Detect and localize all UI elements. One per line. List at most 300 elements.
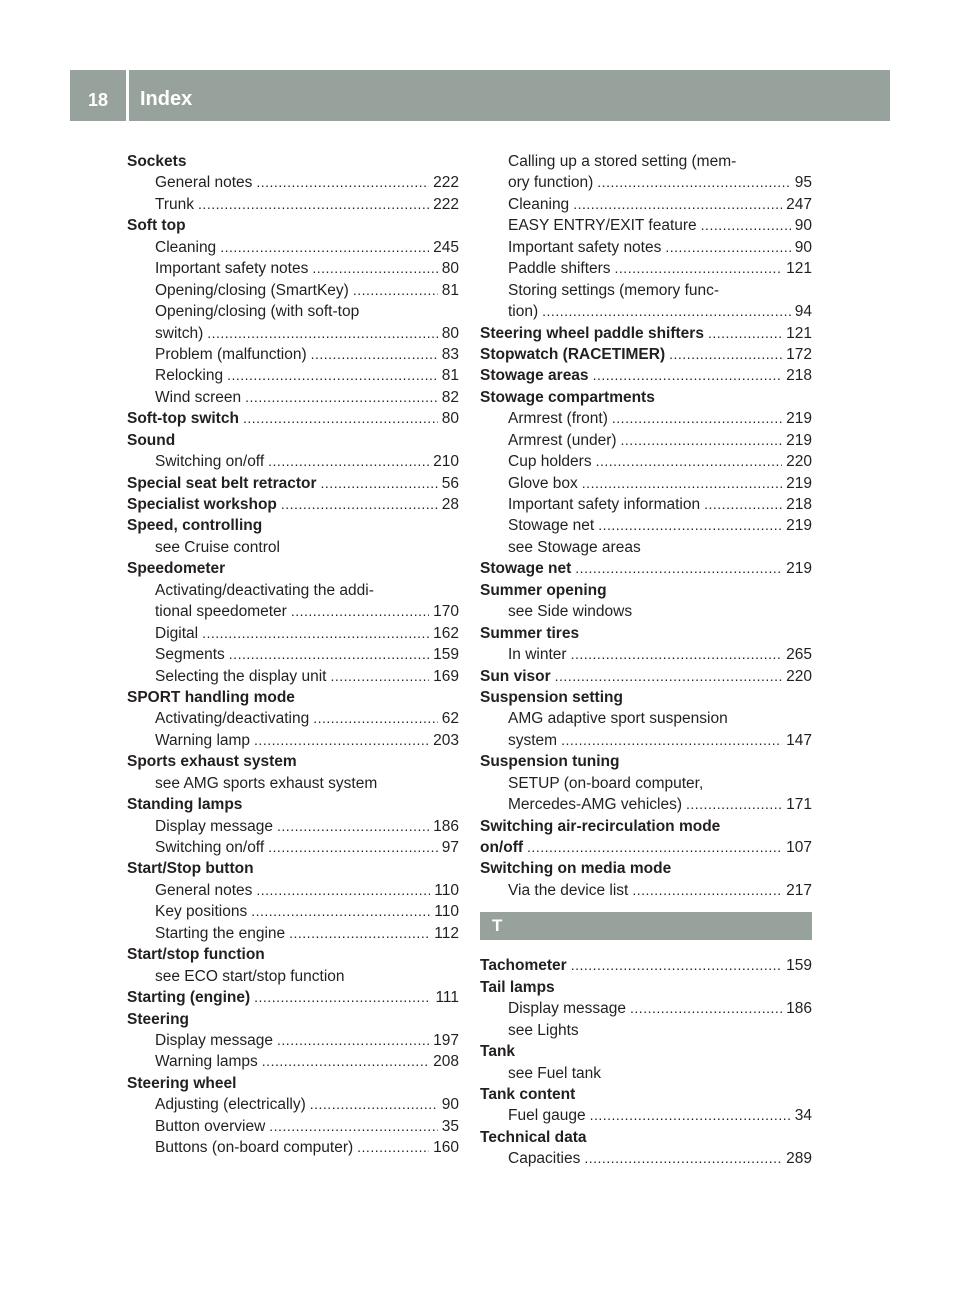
dot-leader bbox=[330, 666, 429, 687]
page-reference[interactable]: 90 bbox=[794, 217, 812, 235]
index-subentry[interactable] bbox=[480, 880, 812, 901]
page-reference[interactable]: 107 bbox=[786, 839, 812, 856]
index-entry bbox=[480, 816, 812, 837]
index-subentry[interactable] bbox=[480, 494, 812, 515]
entry-label: see Lights bbox=[508, 1021, 579, 1039]
index-subentry bbox=[480, 773, 812, 794]
page-reference[interactable]: 81 bbox=[441, 281, 459, 299]
page-reference[interactable]: 95 bbox=[794, 174, 812, 192]
index-subentry[interactable] bbox=[127, 901, 459, 922]
dot-leader bbox=[665, 237, 790, 258]
entry-label: Switching on media mode bbox=[480, 860, 672, 878]
index-entry bbox=[127, 558, 459, 579]
index-entry bbox=[127, 944, 459, 965]
index-subentry[interactable] bbox=[127, 1116, 459, 1137]
index-entry bbox=[480, 858, 812, 879]
dot-leader bbox=[615, 258, 783, 279]
page-reference[interactable]: 97 bbox=[441, 839, 459, 856]
entry-label: see Cruise control bbox=[155, 538, 280, 556]
page-reference[interactable]: 197 bbox=[433, 1031, 459, 1049]
entry-label: Special seat belt retractor bbox=[127, 474, 317, 492]
dot-leader bbox=[220, 237, 429, 258]
entry-label: Switching on/off bbox=[155, 453, 265, 471]
index-entry bbox=[127, 215, 459, 236]
index-subentry bbox=[480, 601, 812, 622]
dot-leader bbox=[669, 344, 782, 365]
page-reference[interactable]: 169 bbox=[433, 667, 459, 685]
entry-label: Stowage areas bbox=[480, 367, 589, 385]
entry-label: Armrest (under) bbox=[508, 431, 617, 449]
entry-label: Warning lamp bbox=[155, 731, 251, 749]
dot-leader bbox=[245, 387, 438, 408]
entry-label: Via the device list bbox=[508, 881, 629, 899]
page-reference[interactable]: 110 bbox=[434, 903, 459, 921]
dot-leader bbox=[227, 365, 438, 386]
entry-label: Button overview bbox=[155, 1117, 266, 1135]
page-reference[interactable]: 218 bbox=[786, 367, 812, 385]
page-reference[interactable]: 219 bbox=[786, 560, 812, 578]
dot-leader bbox=[704, 494, 782, 515]
index-subentry[interactable] bbox=[127, 708, 459, 729]
entry-label: Starting the engine bbox=[155, 924, 286, 942]
dot-leader bbox=[243, 408, 438, 429]
page-reference[interactable]: 217 bbox=[786, 881, 812, 899]
entry-label: Display message bbox=[155, 817, 274, 835]
index-column-right bbox=[480, 151, 812, 1170]
index-subentry[interactable] bbox=[127, 387, 459, 408]
entry-label: Warning lamps bbox=[155, 1053, 258, 1071]
index-subentry[interactable] bbox=[127, 365, 459, 386]
entry-label: Wind screen bbox=[155, 388, 242, 406]
entry-label: Steering wheel bbox=[127, 1074, 237, 1092]
index-entry bbox=[480, 977, 812, 998]
index-subentry[interactable] bbox=[127, 880, 459, 901]
page-reference[interactable]: 159 bbox=[786, 957, 812, 975]
index-subentry[interactable] bbox=[127, 258, 459, 279]
index-subentry[interactable] bbox=[480, 451, 812, 472]
entry-label: Trunk bbox=[155, 195, 195, 213]
entry-label: Display message bbox=[508, 1000, 627, 1018]
index-subentry[interactable] bbox=[480, 1148, 812, 1169]
index-subentry[interactable] bbox=[127, 730, 459, 751]
index-subentry bbox=[480, 280, 812, 301]
entry-label: Storing settings (memory func- bbox=[508, 281, 720, 299]
entry-label: system bbox=[508, 731, 558, 749]
index-subentry[interactable] bbox=[127, 1051, 459, 1072]
dot-leader bbox=[571, 955, 782, 976]
entry-label: Suspension tuning bbox=[480, 753, 620, 771]
dot-leader bbox=[590, 1105, 791, 1126]
dot-leader bbox=[313, 708, 438, 729]
page-reference[interactable]: 170 bbox=[433, 603, 459, 621]
index-subentry[interactable] bbox=[480, 1105, 812, 1126]
dot-leader bbox=[254, 730, 429, 751]
index-subentry[interactable] bbox=[127, 1030, 459, 1051]
entry-label: Calling up a stored setting (mem- bbox=[508, 153, 737, 170]
page-reference[interactable]: 80 bbox=[441, 410, 459, 428]
page-reference[interactable]: 289 bbox=[786, 1150, 812, 1168]
entry-label: tional speedometer bbox=[155, 603, 287, 621]
entry-label: on/off bbox=[480, 839, 524, 856]
index-entry bbox=[127, 687, 459, 708]
dot-leader bbox=[256, 172, 429, 193]
index-entry bbox=[480, 1127, 812, 1148]
index-subentry[interactable] bbox=[127, 837, 459, 858]
page-reference[interactable]: 162 bbox=[433, 624, 459, 642]
page-reference[interactable]: 81 bbox=[441, 367, 459, 385]
entry-label: Soft-top switch bbox=[127, 410, 239, 428]
index-entry bbox=[127, 1009, 459, 1030]
index-subentry[interactable] bbox=[127, 816, 459, 837]
entry-label: switch) bbox=[155, 324, 204, 342]
index-entry[interactable] bbox=[480, 323, 812, 344]
index-subentry[interactable] bbox=[480, 473, 812, 494]
entry-label: Display message bbox=[155, 1031, 274, 1049]
entry-label: Cup holders bbox=[508, 453, 592, 471]
entry-label: Mercedes-AMG vehicles) bbox=[508, 796, 682, 814]
dot-leader bbox=[575, 558, 782, 579]
index-entry bbox=[480, 1041, 812, 1062]
index-entry bbox=[127, 1073, 459, 1094]
index-subentry[interactable] bbox=[480, 998, 812, 1019]
index-entry bbox=[127, 794, 459, 815]
dot-leader bbox=[289, 923, 430, 944]
dot-leader bbox=[632, 880, 782, 901]
dot-leader bbox=[198, 194, 429, 215]
entry-label: Sound bbox=[127, 431, 176, 449]
page-reference[interactable]: 121 bbox=[786, 324, 812, 342]
entry-label: Sports exhaust system bbox=[127, 753, 297, 771]
dot-leader bbox=[701, 215, 791, 236]
entry-label: Stopwatch (RACETIMER) bbox=[480, 345, 666, 363]
index-subentry[interactable] bbox=[127, 323, 459, 344]
page-reference[interactable]: 222 bbox=[433, 174, 459, 192]
page-reference[interactable]: 80 bbox=[441, 324, 459, 342]
entry-label: Paddle shifters bbox=[508, 260, 611, 278]
page-reference[interactable]: 219 bbox=[786, 517, 812, 535]
page-reference[interactable]: 121 bbox=[786, 260, 812, 278]
dot-leader bbox=[277, 1030, 429, 1051]
index-subentry bbox=[480, 708, 812, 729]
dot-leader bbox=[542, 301, 791, 322]
index-subentry[interactable] bbox=[127, 344, 459, 365]
index-entry bbox=[480, 1084, 812, 1105]
dot-leader bbox=[555, 666, 782, 687]
entry-label: In winter bbox=[508, 646, 567, 664]
entry-label: Soft top bbox=[127, 217, 186, 235]
page-reference[interactable]: 245 bbox=[433, 238, 459, 256]
entry-label: SETUP (on-board computer, bbox=[508, 774, 704, 792]
entry-label: tion) bbox=[508, 303, 539, 321]
index-subentry bbox=[480, 537, 812, 558]
index-subentry[interactable] bbox=[480, 194, 812, 215]
index-subentry[interactable] bbox=[480, 430, 812, 451]
dot-leader bbox=[268, 837, 438, 858]
dot-leader bbox=[269, 1116, 437, 1137]
dot-leader bbox=[321, 473, 438, 494]
dot-leader bbox=[277, 816, 429, 837]
index-subentry[interactable] bbox=[480, 237, 812, 258]
entry-label: Cleaning bbox=[155, 238, 217, 256]
entry-label: Steering bbox=[127, 1010, 190, 1028]
index-subentry[interactable] bbox=[127, 666, 459, 687]
index-entry bbox=[127, 751, 459, 772]
entry-label: Opening/closing (with soft-top bbox=[155, 303, 360, 321]
index-subentry bbox=[127, 773, 459, 794]
index-subentry[interactable] bbox=[127, 623, 459, 644]
page-reference[interactable]: 159 bbox=[433, 646, 459, 664]
entry-label: see Fuel tank bbox=[508, 1064, 602, 1082]
dot-leader bbox=[571, 644, 783, 665]
index-subentry[interactable] bbox=[480, 515, 812, 536]
index-entry bbox=[127, 151, 459, 172]
dot-leader bbox=[353, 280, 438, 301]
page-reference[interactable]: 219 bbox=[786, 474, 812, 492]
page-reference[interactable]: 219 bbox=[786, 410, 812, 428]
dot-leader bbox=[357, 1137, 429, 1158]
entry-label: Adjusting (electrically) bbox=[155, 1096, 306, 1114]
index-entry[interactable] bbox=[480, 666, 812, 687]
index-entry bbox=[127, 858, 459, 879]
index-entry[interactable] bbox=[480, 955, 812, 976]
dot-leader bbox=[281, 494, 438, 515]
page-reference[interactable]: 90 bbox=[441, 1096, 459, 1114]
entry-label: Armrest (front) bbox=[508, 410, 608, 428]
entry-label: Capacities bbox=[508, 1150, 581, 1168]
index-entry bbox=[480, 623, 812, 644]
entry-label: AMG adaptive sport suspension bbox=[508, 710, 728, 728]
entry-label: Important safety notes bbox=[155, 260, 309, 278]
entry-label: Activating/deactivating bbox=[155, 710, 310, 728]
page-reference[interactable]: 208 bbox=[433, 1053, 459, 1071]
page-reference[interactable]: 35 bbox=[441, 1117, 459, 1135]
entry-label: Glove box bbox=[508, 474, 578, 492]
page-reference[interactable]: 186 bbox=[786, 1000, 812, 1018]
entry-label: Tail lamps bbox=[480, 978, 555, 996]
entry-label: Switching air-recirculation mode bbox=[480, 817, 721, 835]
index-subentry bbox=[127, 966, 459, 987]
entry-label: see ECO start/stop function bbox=[155, 967, 345, 985]
index-entry[interactable] bbox=[480, 365, 812, 386]
entry-label: Opening/closing (SmartKey) bbox=[155, 281, 349, 299]
page-reference[interactable]: 171 bbox=[786, 796, 812, 814]
page-number: 18 bbox=[88, 90, 109, 110]
index-entry bbox=[127, 430, 459, 451]
dot-leader bbox=[291, 601, 429, 622]
entry-label: Activating/deactivating the addi- bbox=[155, 581, 374, 599]
page-reference[interactable]: 112 bbox=[434, 924, 459, 942]
entry-label: SPORT handling mode bbox=[127, 688, 295, 706]
index-entry[interactable] bbox=[480, 837, 812, 858]
index-subentry[interactable] bbox=[127, 172, 459, 193]
dot-leader bbox=[229, 644, 429, 665]
page-reference[interactable]: 110 bbox=[434, 881, 459, 899]
index-subentry bbox=[127, 537, 459, 558]
index-subentry[interactable] bbox=[480, 301, 812, 322]
index-entry bbox=[480, 387, 812, 408]
entry-label: Speed, controlling bbox=[127, 517, 263, 535]
index-subentry bbox=[480, 1020, 812, 1041]
entry-label: Segments bbox=[155, 646, 225, 664]
entry-label: Fuel gauge bbox=[508, 1107, 586, 1125]
page-reference[interactable]: 160 bbox=[433, 1139, 459, 1157]
dot-leader bbox=[207, 323, 438, 344]
dot-leader bbox=[202, 623, 429, 644]
entry-label: Tank content bbox=[480, 1085, 576, 1103]
index-subentry[interactable] bbox=[480, 215, 812, 236]
page-reference[interactable]: 56 bbox=[441, 474, 459, 492]
entry-label: General notes bbox=[155, 174, 253, 192]
page-reference[interactable]: 82 bbox=[441, 388, 459, 406]
entry-label: EASY ENTRY/EXIT feature bbox=[508, 217, 697, 235]
dot-leader bbox=[527, 837, 782, 858]
entry-label: Stowage net bbox=[480, 560, 572, 578]
page-reference[interactable]: 247 bbox=[786, 195, 812, 213]
dot-leader bbox=[621, 430, 783, 451]
index-entry[interactable] bbox=[127, 494, 459, 515]
index-subentry bbox=[127, 301, 459, 322]
dot-leader bbox=[596, 451, 783, 472]
index-entry[interactable] bbox=[127, 408, 459, 429]
page-reference[interactable]: 218 bbox=[786, 496, 812, 513]
entry-label: Sun visor bbox=[480, 667, 551, 685]
page-reference[interactable]: 186 bbox=[433, 817, 459, 835]
header-divider bbox=[126, 70, 129, 121]
index-subentry[interactable] bbox=[127, 1137, 459, 1158]
index-subentry bbox=[480, 151, 812, 172]
index-subentry[interactable] bbox=[480, 172, 812, 193]
dot-leader bbox=[593, 365, 783, 386]
entry-label: Standing lamps bbox=[127, 796, 243, 814]
index-subentry[interactable] bbox=[127, 601, 459, 622]
page-reference[interactable]: 83 bbox=[441, 345, 459, 363]
page-reference[interactable]: 62 bbox=[441, 710, 459, 728]
page-reference[interactable]: 220 bbox=[786, 453, 812, 471]
entry-label: Sockets bbox=[127, 153, 187, 170]
dot-leader bbox=[311, 344, 438, 365]
index-subentry[interactable] bbox=[480, 258, 812, 279]
index-entry[interactable] bbox=[127, 987, 459, 1008]
page-reference[interactable]: 172 bbox=[786, 345, 812, 363]
entry-label: Summer tires bbox=[480, 624, 580, 642]
dot-leader bbox=[584, 1148, 782, 1169]
index-subentry[interactable] bbox=[127, 1094, 459, 1115]
index-entry[interactable] bbox=[480, 344, 812, 365]
dot-leader bbox=[597, 172, 790, 193]
dot-leader bbox=[251, 901, 430, 922]
entry-label: Steering wheel paddle shifters bbox=[480, 324, 704, 342]
page-reference[interactable]: 90 bbox=[794, 238, 812, 256]
entry-label: Key positions bbox=[155, 903, 248, 921]
dot-leader bbox=[612, 408, 782, 429]
entry-label: Important safety information bbox=[508, 496, 701, 513]
page-reference[interactable]: 111 bbox=[435, 989, 459, 1007]
entry-label: Start/Stop button bbox=[127, 860, 254, 878]
page-reference[interactable]: 203 bbox=[433, 731, 459, 749]
page-reference[interactable]: 265 bbox=[786, 646, 812, 664]
index-entry bbox=[127, 515, 459, 536]
page-reference[interactable]: 34 bbox=[794, 1107, 812, 1125]
dot-leader bbox=[312, 258, 437, 279]
dot-leader bbox=[254, 987, 431, 1008]
page-reference[interactable]: 147 bbox=[786, 731, 812, 749]
entry-label: see AMG sports exhaust system bbox=[155, 774, 378, 792]
index-subentry bbox=[480, 1063, 812, 1084]
entry-label: Specialist workshop bbox=[127, 496, 277, 513]
index-entry[interactable] bbox=[480, 558, 812, 579]
index-subentry[interactable] bbox=[480, 794, 812, 815]
entry-label: ory function) bbox=[508, 174, 594, 192]
entry-label: Suspension setting bbox=[480, 688, 623, 706]
entry-label: Stowage compartments bbox=[480, 388, 655, 406]
entry-label: Start/stop function bbox=[127, 946, 265, 964]
entry-label: Switching on/off bbox=[155, 839, 265, 856]
entry-label: Stowage net bbox=[508, 517, 595, 535]
index-subentry[interactable] bbox=[127, 280, 459, 301]
page-reference[interactable]: 28 bbox=[441, 496, 459, 513]
section-letter-header: T bbox=[480, 912, 812, 940]
index-subentry bbox=[127, 580, 459, 601]
dot-leader bbox=[310, 1094, 438, 1115]
dot-leader bbox=[256, 880, 430, 901]
entry-label: Digital bbox=[155, 624, 199, 642]
index-subentry[interactable] bbox=[127, 237, 459, 258]
index-entry bbox=[480, 687, 812, 708]
dot-leader bbox=[262, 1051, 429, 1072]
entry-label: Buttons (on-board computer) bbox=[155, 1139, 354, 1157]
entry-label: Relocking bbox=[155, 367, 224, 385]
entry-label: see Stowage areas bbox=[508, 538, 641, 556]
dot-leader bbox=[561, 730, 782, 751]
entry-label: Important safety notes bbox=[508, 238, 662, 256]
index-entry[interactable] bbox=[127, 473, 459, 494]
entry-label: Starting (engine) bbox=[127, 989, 251, 1007]
index-subentry[interactable] bbox=[127, 923, 459, 944]
header-bar bbox=[70, 70, 890, 121]
page-reference[interactable]: 210 bbox=[433, 453, 459, 471]
page-reference[interactable]: 80 bbox=[441, 260, 459, 278]
dot-leader bbox=[268, 451, 429, 472]
page-reference[interactable]: 94 bbox=[794, 303, 812, 321]
index-subentry[interactable] bbox=[127, 194, 459, 215]
entry-label: Summer opening bbox=[480, 581, 607, 599]
index-entry bbox=[480, 751, 812, 772]
index-subentry[interactable] bbox=[480, 730, 812, 751]
dot-leader bbox=[708, 323, 782, 344]
index-column-left bbox=[127, 151, 459, 1159]
page-reference[interactable]: 220 bbox=[786, 667, 812, 685]
page-reference[interactable]: 222 bbox=[433, 195, 459, 213]
entry-label: General notes bbox=[155, 881, 253, 899]
entry-label: Selecting the display unit bbox=[155, 667, 327, 685]
page-reference[interactable]: 219 bbox=[786, 431, 812, 449]
entry-label: Problem (malfunction) bbox=[155, 345, 307, 363]
entry-label: see Side windows bbox=[508, 603, 633, 621]
dot-leader bbox=[582, 473, 782, 494]
dot-leader bbox=[630, 998, 782, 1019]
index-subentry[interactable] bbox=[480, 644, 812, 665]
entry-label: Tank bbox=[480, 1043, 516, 1061]
entry-label: Cleaning bbox=[508, 195, 570, 213]
dot-leader bbox=[573, 194, 782, 215]
entry-label: Speedometer bbox=[127, 560, 226, 578]
entry-label: Technical data bbox=[480, 1128, 587, 1146]
index-subentry[interactable] bbox=[127, 644, 459, 665]
index-subentry[interactable] bbox=[480, 408, 812, 429]
index-subentry[interactable] bbox=[127, 451, 459, 472]
page-title: Index bbox=[140, 88, 193, 110]
entry-label: Tachometer bbox=[480, 957, 567, 975]
